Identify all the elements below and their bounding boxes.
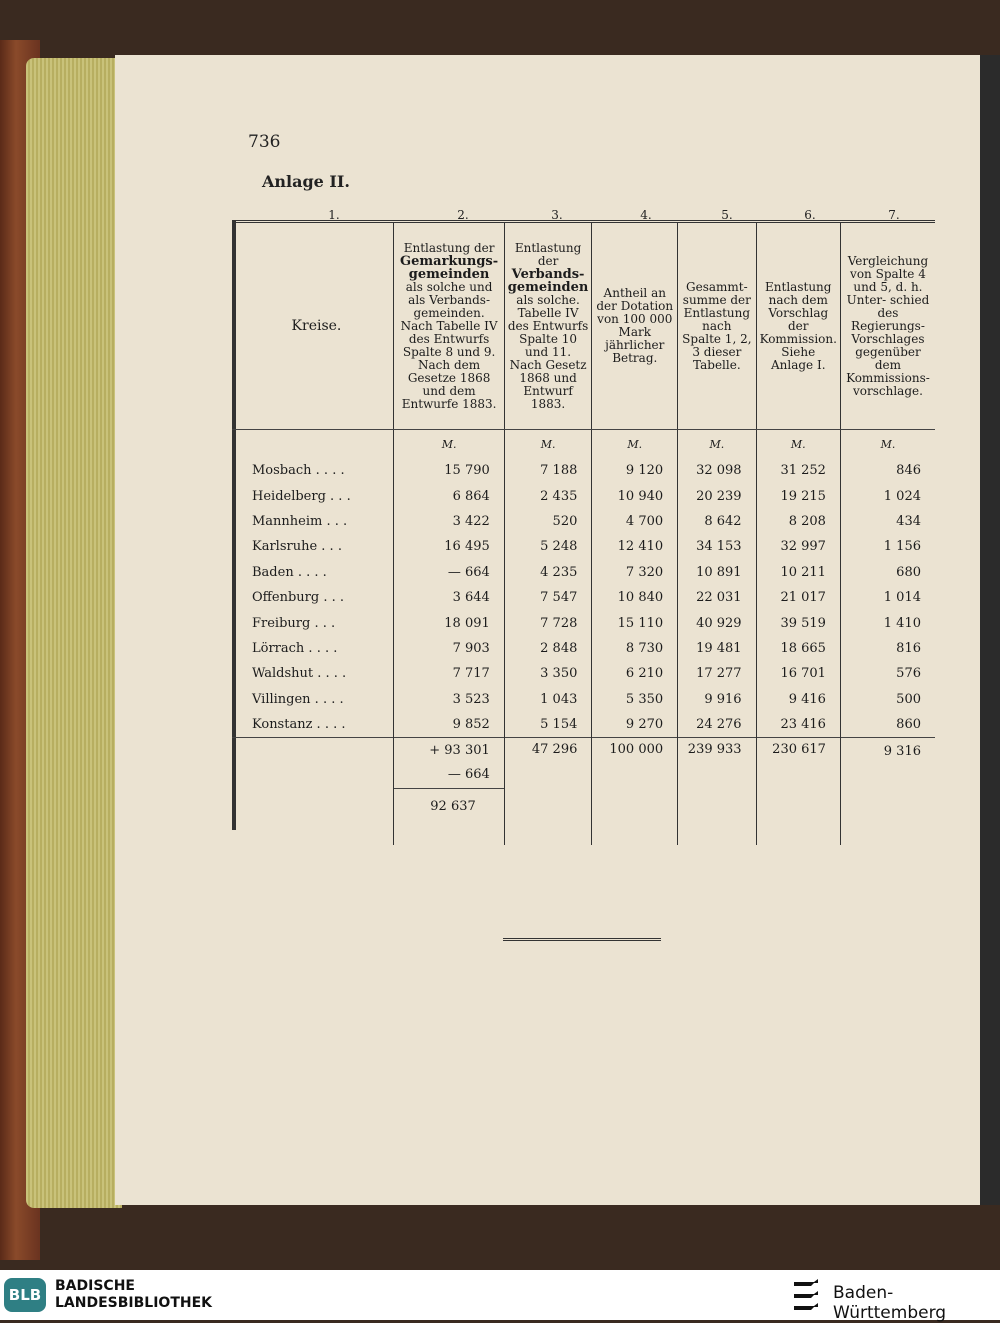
cell: 16 701: [756, 661, 840, 686]
cell: 9 270: [592, 712, 678, 738]
column-number: 2.: [457, 208, 469, 222]
total-col3: 47 296: [504, 738, 592, 789]
cell: 816: [840, 636, 935, 661]
header-col2: [394, 222, 504, 430]
header-col2-pre: Entlastung der: [403, 240, 495, 255]
cell: 4 700: [592, 509, 678, 534]
cell: 10 840: [592, 585, 678, 610]
library-name-line2: LANDESBIBLIOTHEK: [55, 1295, 213, 1311]
cell: 500: [840, 687, 935, 712]
cell: 1 014: [840, 585, 935, 610]
cell: — 664: [394, 560, 504, 585]
kreis-name: Konstanz . . . .: [252, 717, 346, 733]
header-col7: Vergleichung von Spalte 4 und 5, d. h. Unter- schied des Regierungs- Vorschlages gegenüber dem Kommissions- vorschlage.: [840, 222, 935, 430]
table-row: [232, 534, 935, 559]
header-col3-main: Verbands- gemeinden: [507, 266, 589, 295]
header-col3-post: als solche. Tabelle IV des Entwurfs Spalte 10 und 11. Nach Gesetz 1868 und Entwurf 1883.: [507, 292, 589, 411]
kreis-name: Offenburg . . .: [252, 590, 344, 606]
cell: 7 547: [504, 585, 592, 610]
cell: 15 790: [394, 458, 504, 483]
cell: 7 717: [394, 661, 504, 686]
table-row: [232, 610, 935, 635]
cell: 32 098: [678, 458, 756, 483]
cell: 31 252: [756, 458, 840, 483]
cell: 5 248: [504, 534, 592, 559]
page-number: 736: [248, 132, 281, 152]
cell: 40 929: [678, 610, 756, 635]
library-name: [55, 1278, 212, 1312]
kreis-name: Villingen . . . .: [252, 691, 344, 707]
cell: 7 188: [504, 458, 592, 483]
header-col3: [504, 222, 592, 430]
total-col2-net: 92 637: [394, 789, 504, 846]
cell: 860: [840, 712, 935, 738]
cell: 9 916: [678, 687, 756, 712]
header-col2-main: Gemarkungs- gemeinden: [400, 253, 499, 282]
data-table: [232, 220, 935, 845]
table-row: [232, 636, 935, 661]
total-col2-plus: + 93 301: [429, 743, 490, 759]
closing-rule: [503, 938, 661, 941]
cell: 1 024: [840, 483, 935, 508]
net-total-row: [232, 789, 935, 846]
table-row: [232, 661, 935, 686]
unit-label: M.: [678, 430, 756, 459]
page-title: Anlage II.: [262, 172, 350, 191]
cell: 10 891: [678, 560, 756, 585]
table-row: [232, 687, 935, 712]
total-col5: 239 933: [678, 738, 756, 789]
cell: 10 211: [756, 560, 840, 585]
library-name-line1: BADISCHE: [55, 1278, 135, 1294]
cell: 8 208: [756, 509, 840, 534]
header-col3-pre: Entlastung der: [514, 240, 582, 268]
footer-bar: [0, 1270, 1000, 1323]
blb-logo: BLB: [4, 1278, 46, 1312]
cell: 24 276: [678, 712, 756, 738]
header-kreise: Kreise.: [232, 222, 394, 430]
cell: 9 416: [756, 687, 840, 712]
column-number: 4.: [640, 208, 652, 222]
cell: 20 239: [678, 483, 756, 508]
cell: 10 940: [592, 483, 678, 508]
cell: 1 410: [840, 610, 935, 635]
cell: 5 350: [592, 687, 678, 712]
column-number: 3.: [551, 208, 563, 222]
kreis-name: Mosbach . . . .: [252, 463, 345, 479]
header-col6: Entlastung nach dem Vorschlag der Kommission. Siehe Anlage I.: [756, 222, 840, 430]
kreis-name: Karlsruhe . . .: [252, 539, 342, 555]
cell: 520: [504, 509, 592, 534]
cell: 9 120: [592, 458, 678, 483]
table-row: [232, 712, 935, 738]
page-edges: [26, 58, 122, 1208]
cell: 846: [840, 458, 935, 483]
total-col6: 230 617: [756, 738, 840, 789]
cell: 6 210: [592, 661, 678, 686]
header-col4: Antheil an der Dotation von 100 000 Mark jährlicher Betrag.: [592, 222, 678, 430]
cell: 4 235: [504, 560, 592, 585]
cell: 12 410: [592, 534, 678, 559]
header-col2-post: als solche und als Verbands- gemeinden. Nach Tabelle IV des Entwurfs Spalte 8 und 9. Nach dem Gesetze 1868 und dem Entwurfe 1883.: [400, 279, 498, 411]
cell: 1 156: [840, 534, 935, 559]
cell: 6 864: [394, 483, 504, 508]
column-number: 6.: [804, 208, 816, 222]
cell: 9 852: [394, 712, 504, 738]
cell: 7 903: [394, 636, 504, 661]
cell: 2 848: [504, 636, 592, 661]
table-header-row: [232, 222, 935, 430]
unit-label: M.: [840, 430, 935, 459]
unit-label: M.: [504, 430, 592, 459]
state-name: Baden-Württemberg: [833, 1283, 947, 1323]
unit-label: M.: [756, 430, 840, 459]
kreis-name: Lörrach . . . .: [252, 640, 338, 656]
kreis-name: Waldshut . . . .: [252, 666, 347, 682]
total-col7: 9 316: [840, 738, 935, 789]
cell: 18 665: [756, 636, 840, 661]
cell: 3 644: [394, 585, 504, 610]
unit-label: M.: [394, 430, 504, 459]
table-row: [232, 458, 935, 483]
column-number: 1.: [328, 208, 340, 222]
column-number: 5.: [721, 208, 733, 222]
cell: 1 043: [504, 687, 592, 712]
kreis-name: Freiburg . . .: [252, 615, 336, 631]
cell: 16 495: [394, 534, 504, 559]
cell: 5 154: [504, 712, 592, 738]
unit-label: M.: [592, 430, 678, 459]
cell: 19 215: [756, 483, 840, 508]
cell: 32 997: [756, 534, 840, 559]
cell: 17 277: [678, 661, 756, 686]
table-row: [232, 560, 935, 585]
cell: 7 728: [504, 610, 592, 635]
cell: 21 017: [756, 585, 840, 610]
cell: 434: [840, 509, 935, 534]
cell: 7 320: [592, 560, 678, 585]
unit-row: [232, 430, 935, 459]
cell: 8 730: [592, 636, 678, 661]
table-row: [232, 483, 935, 508]
column-number: 7.: [888, 208, 900, 222]
total-col4: 100 000: [592, 738, 678, 789]
cell: 576: [840, 661, 935, 686]
cell: 3 422: [394, 509, 504, 534]
cell: 15 110: [592, 610, 678, 635]
cell: 8 642: [678, 509, 756, 534]
cell: 34 153: [678, 534, 756, 559]
kreis-name: Mannheim . . .: [252, 513, 348, 529]
cell: 23 416: [756, 712, 840, 738]
kreis-name: Baden . . . .: [252, 564, 327, 580]
cell: 680: [840, 560, 935, 585]
cell: 3 350: [504, 661, 592, 686]
header-col5: Gesammt- summe der Entlastung nach Spalte 1, 2, 3 dieser Tabelle.: [678, 222, 756, 430]
kreis-name: Heidelberg . . .: [252, 488, 351, 504]
cell: 39 519: [756, 610, 840, 635]
table-row: [232, 585, 935, 610]
page-shadow: [980, 55, 1000, 1205]
totals-row: [232, 738, 935, 789]
cell: 3 523: [394, 687, 504, 712]
total-col2: [394, 738, 504, 789]
cell: 2 435: [504, 483, 592, 508]
table-row: [232, 509, 935, 534]
total-col2-minus: — 664: [447, 767, 490, 783]
cell: 19 481: [678, 636, 756, 661]
cell: 22 031: [678, 585, 756, 610]
lions-coat-of-arms-icon: [790, 1276, 824, 1314]
cell: 18 091: [394, 610, 504, 635]
